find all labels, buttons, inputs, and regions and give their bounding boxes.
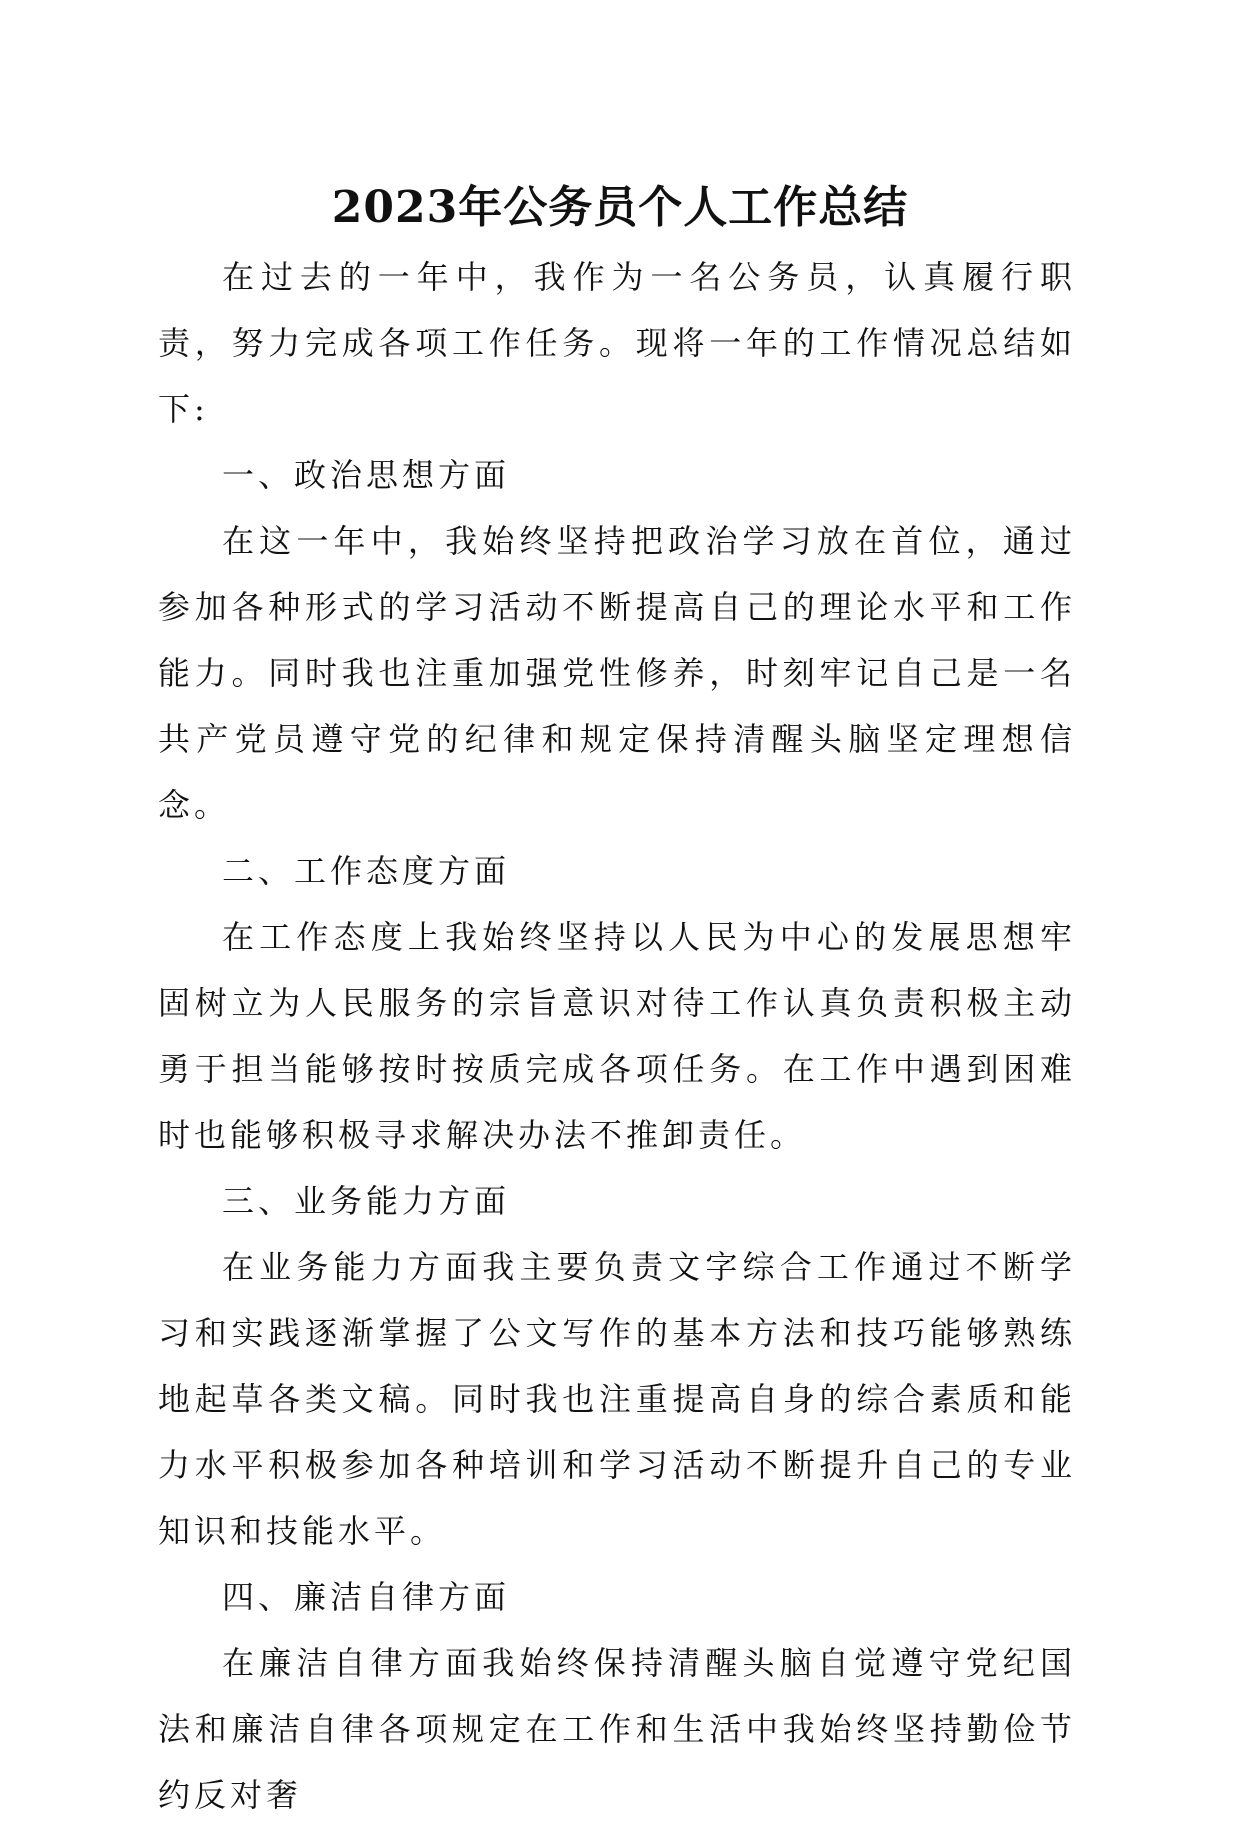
document-title: 2023年公务员个人工作总结 <box>331 182 909 233</box>
section-heading-political: 一、政治思想方面 <box>222 456 511 494</box>
section-heading-integrity: 四、廉洁自律方面 <box>222 1578 511 1616</box>
document-body <box>158 244 1076 1828</box>
intro-paragraph: 在过去的一年中，我作为一名公务员，认真履行职责，努力完成各项工作任务。现将一年的工作情况总结如下: <box>158 258 1076 428</box>
section-heading-ability: 三、业务能力方面 <box>222 1182 511 1220</box>
section-heading-attitude: 二、工作态度方面 <box>222 852 511 890</box>
section-paragraph-political: 在这一年中，我始终坚持把政治学习放在首位，通过参加各种形式的学习活动不断提高自己的理论水平和工作能力。同时我也注重加强党性修养，时刻牢记自己是一名共产党员遵守党的纪律和规定保持清醒头脑坚定理想信念。 <box>158 522 1076 824</box>
section-paragraph-ability: 在业务能力方面我主要负责文字综合工作通过不断学习和实践逐渐掌握了公文写作的基本方法和技巧能够熟练地起草各类文稿。同时我也注重提高自身的综合素质和能力水平积极参加各种培训和学习活动不断提升自己的专业知识和技能水平。 <box>158 1248 1076 1550</box>
section-paragraph-integrity: 在廉洁自律方面我始终保持清醒头脑自觉遵守党纪国法和廉洁自律各项规定在工作和生活中我始终坚持勤俭节约反对奢 <box>158 1644 1076 1814</box>
section-paragraph-attitude: 在工作态度上我始终坚持以人民为中心的发展思想牢固树立为人民服务的宗旨意识对待工作认真负责积极主动勇于担当能够按时按质完成各项任务。在工作中遇到困难时也能够积极寻求解决办法不推卸责任。 <box>158 918 1076 1154</box>
